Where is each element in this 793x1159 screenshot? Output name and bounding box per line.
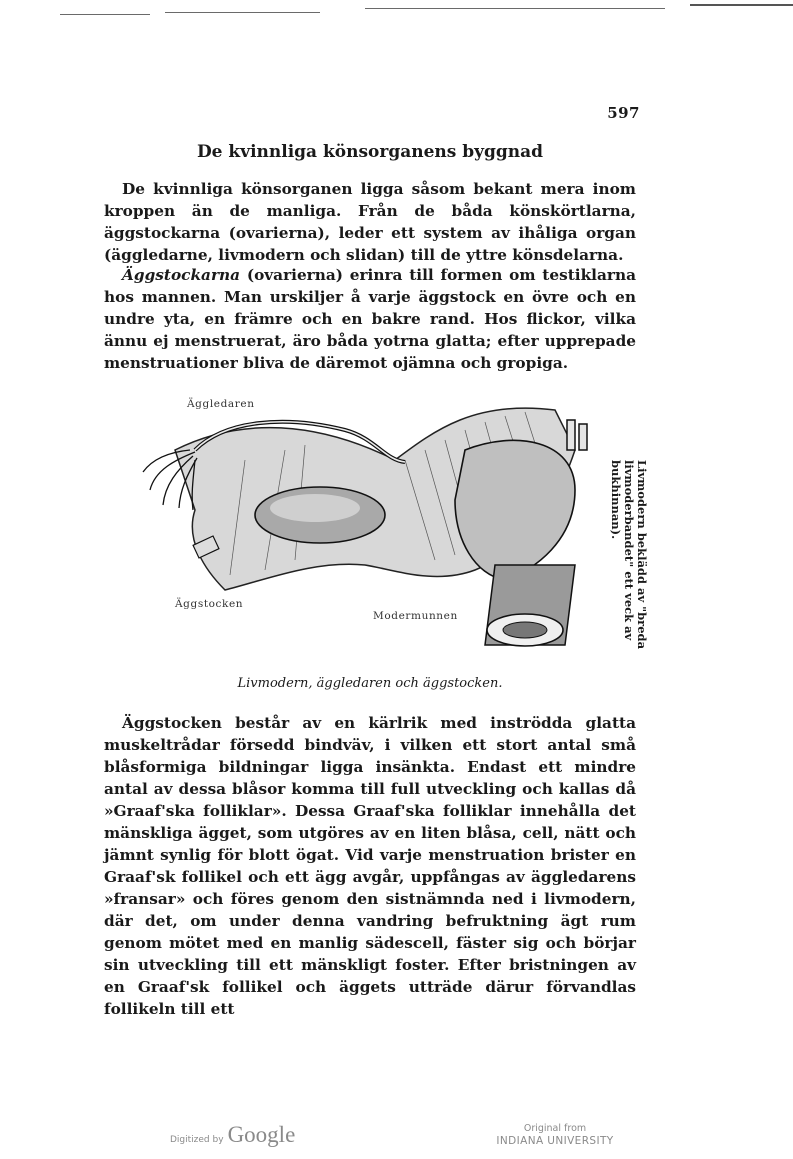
figure-caption: Livmodern, äggledaren och äggstocken. <box>237 676 503 691</box>
scan-edge-line <box>165 12 320 13</box>
page-number: 597 <box>607 104 640 122</box>
original-from-block <box>480 1122 630 1148</box>
scan-edge-line <box>60 14 150 15</box>
page-title: De kvinnliga könsorganens byggnad <box>196 142 544 162</box>
scan-edge-line <box>365 8 665 9</box>
paragraph-ovaries <box>104 264 636 374</box>
label-fallopian-tube: Äggledaren <box>187 398 255 410</box>
paragraph-intro: De kvinnliga könsorganen ligga såsom bekant mera inom kroppen än de manliga. Från de båda könskörtlarna, äggstockarna (ovarierna), leder ett system av ihåliga organ (äggledarne, livmodern och slidan) till de yttre könsdelarna. <box>104 180 636 264</box>
google-logo: Google <box>227 1122 296 1147</box>
scan-edge-line <box>690 4 793 6</box>
paragraph-ovary-structure: Äggstocken består av en kärlrik med inströdda glatta muskeltrådar försedd bindväv, i vilken ett stort antal små blåsformiga bildningar ligga insänkta. Endast ett mindre antal av dessa blåsor komma till full utveckling och kallas då »Graaf'ska folliklar». Dessa Graaf'ska folliklar innehålla det mänskliga ägget, som utgöres av en liten blåsa, cell, nätt och jämnt synlig för blott ögat. Vid varje menstruation brister en Graaf'sk follikel och ett ägg avgår, uppfångas av äggledarens »fransar» och föres genom den sistnämnda ned i livmodern, där det, om under denna vandring befruktning ägt rum genom mötet med en manlig sädescell, fäster sig och börjar sin utveckling till ett mänskligt foster. Efter bristningen av en Graaf'sk follikel och äggets utträde därur förvandlas follikeln till ett <box>104 714 636 1018</box>
term-aggstockarna: Äggstockarna <box>122 266 241 284</box>
label-cervix-opening: Modermunnen <box>373 610 458 622</box>
figure-side-caption: Livmodern beklädd av "breda livmoderbandet" ett veck av bukhinnan). <box>609 460 649 650</box>
paragraph-ovaries-text: (ovarierna) erinra till formen om testiklarna hos mannen. Man urskiljer å varje äggstock en övre och en undre yta, en främre och en bakre rand. Hos flickor, vilka ännu ej menstruerat, äro båda yotrna glatta; efter upprepade menstruationer bliva de däremot ojämna och gropiga. <box>104 266 636 372</box>
label-ovary: Äggstocken <box>175 598 244 610</box>
digitized-by-google <box>170 1122 295 1148</box>
digitized-by-text: Digitized by <box>170 1135 224 1145</box>
anatomical-illustration <box>135 390 615 660</box>
institution-name: INDIANA UNIVERSITY <box>496 1135 614 1147</box>
original-from-text: Original from <box>523 1123 587 1134</box>
